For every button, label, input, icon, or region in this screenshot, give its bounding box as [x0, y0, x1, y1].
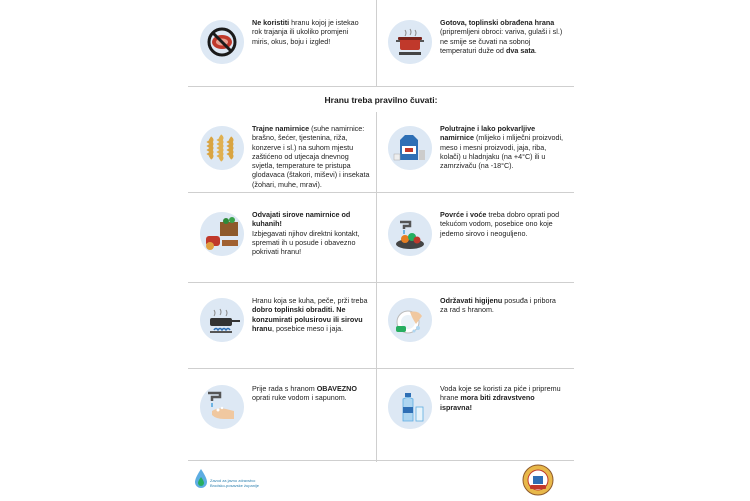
divider — [188, 282, 574, 283]
milk-carton-icon — [388, 126, 432, 170]
food-storage-icon — [200, 212, 244, 256]
water-bottle-icon — [388, 385, 432, 429]
divider — [188, 192, 574, 193]
seal-emblem-icon — [522, 464, 554, 496]
handwash-text: Prije rada s hranom OBAVEZNO oprati ruke vodom i sapunom. — [252, 384, 357, 403]
hygiene-text: Održavati higijenu posuđa i pribora za rad s hranom. — [440, 296, 556, 315]
divider — [188, 460, 574, 461]
cooking-text: Hranu koja se kuha, peče, prži treba dobro toplinski obraditi. Ne konzumirati polusirovu ili sirovu hranu, posebice meso i jaja. — [252, 296, 368, 333]
section-heading: Hranu treba pravilno čuvati: — [324, 95, 438, 105]
water-drop-logo-icon — [194, 468, 208, 490]
infographic-sheet — [188, 0, 574, 500]
pan-on-stove-icon — [200, 298, 244, 342]
institute-name: Zavod za javno zdravstvo Brodsko-posavske županije — [210, 478, 259, 488]
divider — [188, 86, 574, 87]
no-meat-icon — [200, 20, 244, 64]
ministry-seal — [522, 464, 554, 496]
washing-vegetables-icon — [388, 212, 432, 256]
hand-washing-icon — [200, 385, 244, 429]
divider — [376, 112, 377, 462]
pasta-icon — [200, 126, 244, 170]
dish-washing-icon — [388, 298, 432, 342]
institute-logo — [194, 466, 274, 496]
expired-food-text: Ne koristiti hranu kojoj je istekao rok trajanja ili ukoliko promjeni miris, okus, boju i izgled! — [252, 18, 359, 46]
durable-food-text: Trajne namirnice (suhe namirnice: brašno, šećer, tjestenina, riža, konzerve i sl.) na suhom mjestu zaštićeno od utjecaja dnevnog svjetla, temperature te pristupa glodavaca (štakori, miševi) i insekata (žohari, muhe, mravi). — [252, 124, 370, 189]
cooked-food-text: Gotova, toplinski obrađena hrana (pripremljeni obroci: variva, gulaši i sl.) ne smije se čuvati na sobnoj temperaturi duže od dva sata. — [440, 18, 563, 55]
divider — [376, 0, 377, 86]
water-text: Voda koje se koristi za piće i pripremu hrane mora biti zdravstveno ispravna! — [440, 384, 561, 412]
separate-food-text: Odvajati sirove namirnice od kuhanih! Izbjegavati njihov direktni kontakt, spremati ih u posude i obavezno pokrivati hranu! — [252, 210, 360, 257]
cooking-pot-icon — [388, 20, 432, 64]
divider — [188, 368, 574, 369]
vegetables-text: Povrće i voće treba dobro oprati pod tekućom vodom, posebice ono koje jedemo sirovo i neoguljeno. — [440, 210, 560, 238]
perishable-food-text: Polutrajne i lako pokvarljive namirnice (mlijeko i mliječni proizvodi, meso i mesni proizvodi, jaja, riba, kolači) u hladnjaku (na +4°C) ili u zamrzivaču (na -18°C). — [440, 124, 564, 171]
